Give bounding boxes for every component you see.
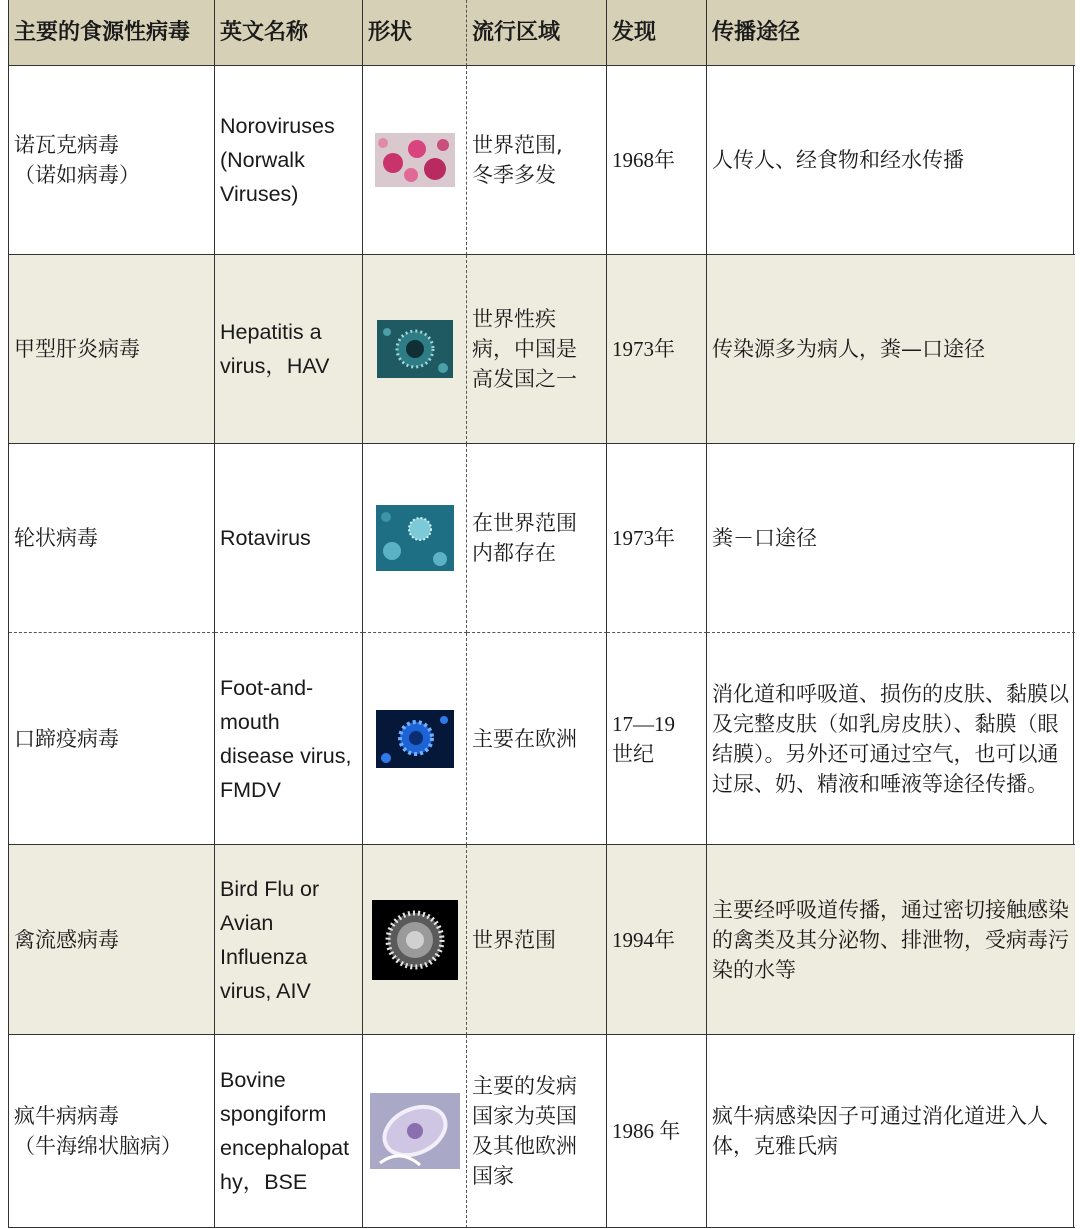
discovered-year: 1994年 (607, 845, 707, 1035)
discovered-year: 1973年 (607, 255, 707, 444)
header-name: 主要的食源性病毒 (9, 0, 215, 66)
transmission-text: 疯牛病感染因子可通过消化道进入人体，克雅氏病 (707, 1035, 1075, 1228)
region-text: 世界范围 (467, 845, 607, 1035)
region-text: 主要的发病 国家为英国 及其他欧洲 国家 (467, 1035, 607, 1228)
virus-name: 甲型肝炎病毒 (9, 255, 215, 444)
region-text: 主要在欧洲 (467, 633, 607, 845)
virus-name: 口蹄疫病毒 (9, 633, 215, 845)
region-text: 在世界范围 内都存在 (467, 444, 607, 633)
avian-influenza-image (363, 845, 467, 1035)
norovirus-image (363, 66, 467, 255)
virus-name: 轮状病毒 (9, 444, 215, 633)
virus-english-name: Bird Flu or Avian Influenza virus, AIV (215, 845, 363, 1035)
virus-english-name: Rotavirus (215, 444, 363, 633)
transmission-text: 粪－口途径 (707, 444, 1075, 633)
fmdv-image (363, 633, 467, 845)
header-transmission: 传播途径 (707, 0, 1075, 66)
virus-name: 诺瓦克病毒 （诺如病毒） (9, 66, 215, 255)
virus-table (8, 0, 1074, 1228)
region-text: 世界性疾 病，中国是 高发国之一 (467, 255, 607, 444)
transmission-text: 消化道和呼吸道、损伤的皮肤、黏膜以及完整皮肤（如乳房皮肤）、黏膜（眼结膜）。另外还可通过空气，也可以通过尿、奶、精液和唾液等途径传播。 (707, 633, 1075, 845)
transmission-text: 主要经呼吸道传播，通过密切接触感染的禽类及其分泌物、排泄物，受病毒污染的水等 (707, 845, 1075, 1035)
discovered-year: 1986 年 (607, 1035, 707, 1228)
bse-prion-image (363, 1035, 467, 1228)
region-text: 世界范围, 冬季多发 (467, 66, 607, 255)
rotavirus-image (363, 444, 467, 633)
virus-english-name: Noroviruses (Norwalk Viruses) (215, 66, 363, 255)
virus-english-name: Bovine spongiform encephalopat hy，BSE (215, 1035, 363, 1228)
virus-english-name: Foot-and- mouth disease virus, FMDV (215, 633, 363, 845)
hepatitis-a-virus-image (363, 255, 467, 444)
virus-name: 禽流感病毒 (9, 845, 215, 1035)
virus-english-name: Hepatitis a virus，HAV (215, 255, 363, 444)
transmission-text: 人传人、经食物和经水传播 (707, 66, 1075, 255)
discovered-year: 1973年 (607, 444, 707, 633)
header-shape: 形状 (363, 0, 467, 66)
virus-name: 疯牛病病毒 （牛海绵状脑病） (9, 1035, 215, 1228)
header-region: 流行区域 (467, 0, 607, 66)
header-english: 英文名称 (215, 0, 363, 66)
discovered-year: 1968年 (607, 66, 707, 255)
discovered-year: 17—19 世纪 (607, 633, 707, 845)
header-discovered: 发现 (607, 0, 707, 66)
transmission-text: 传染源多为病人，粪—口途径 (707, 255, 1075, 444)
